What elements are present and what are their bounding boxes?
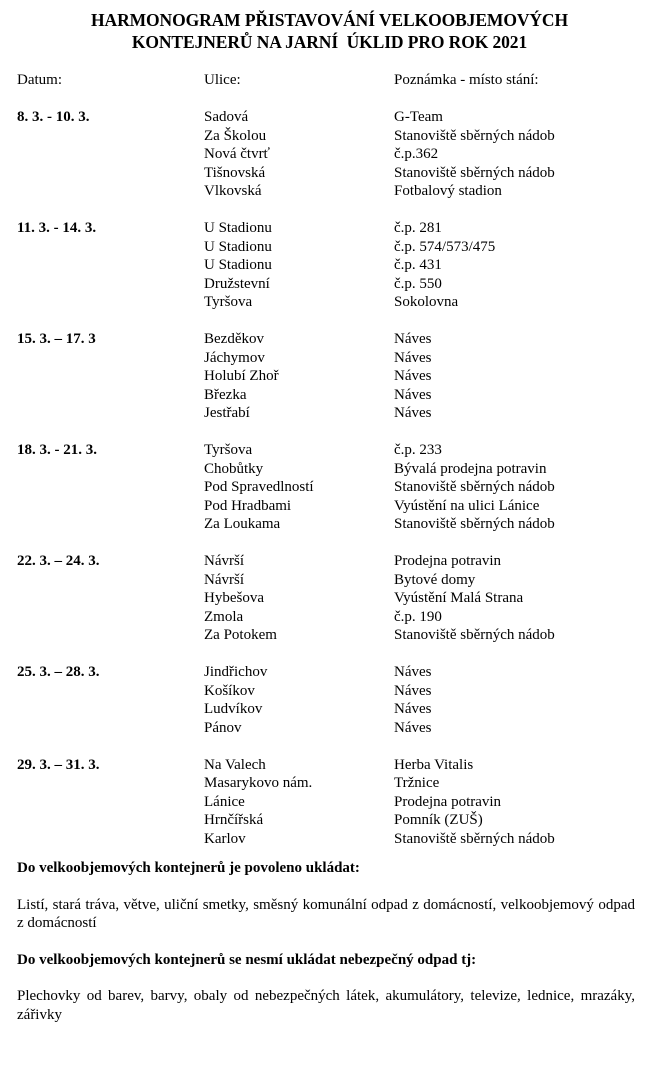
street-name: U Stadionu: [204, 257, 272, 273]
header-street: Ulice:: [204, 72, 241, 88]
street-name: Holubí Zhoř: [204, 368, 279, 384]
location-note: Sokolovna: [394, 294, 459, 310]
table-row: [0, 404, 659, 423]
street-name: Bezděkov: [204, 331, 264, 347]
location-note: Fotbalový stadion: [394, 183, 502, 199]
street-name: Za Potokem: [204, 627, 277, 643]
street-name: Masarykovo nám.: [204, 775, 313, 791]
street-name: Tyršova: [204, 294, 253, 310]
table-row: [0, 608, 659, 627]
table-row: [0, 441, 659, 460]
street-name: Košíkov: [204, 682, 255, 699]
street-name: U Stadionu: [204, 238, 272, 255]
header-note: Poznámka - místo stání:: [394, 72, 539, 88]
notes-section: [17, 859, 635, 1042]
location-note: Bývalá prodejna potravin: [394, 460, 547, 477]
location-note: Stanoviště sběrných nádob: [394, 830, 555, 847]
table-row: [0, 682, 659, 701]
location-note: Bytové domy: [394, 571, 476, 588]
table-row: [0, 349, 659, 368]
table-row: [0, 108, 659, 127]
date-range: 15. 3. – 17. 3: [17, 331, 96, 347]
date-range: 18. 3. - 21. 3.: [17, 442, 97, 458]
table-row: [0, 275, 659, 294]
location-note: č.p. 574/573/475: [394, 238, 496, 255]
allowed-heading: Do velkoobjemových kontejnerů je povoleno ukládat:: [17, 860, 360, 876]
table-row: [0, 386, 659, 405]
table-row: [0, 293, 659, 312]
location-note: č.p. 550: [394, 275, 442, 292]
street-name: Březka: [204, 386, 247, 403]
date-range: 11. 3. - 14. 3.: [17, 220, 97, 236]
schedule-group: [0, 219, 659, 312]
date-range: 22. 3. – 24. 3.: [17, 553, 100, 569]
street-name: Pod Hradbami: [204, 497, 292, 514]
street-name: Návrší: [204, 571, 244, 588]
title-line-2: KONTEJNERŮ NA JARNÍ ÚKLID PRO ROK 2021: [131, 32, 528, 52]
location-note: Náves: [394, 405, 432, 421]
date-range: 29. 3. – 31. 3.: [17, 756, 100, 773]
location-note: Pomník (ZUŠ): [394, 812, 483, 828]
street-name: Vlkovská: [204, 183, 262, 199]
street-name: Zmola: [204, 608, 244, 625]
location-note: Vyústění na ulici Lánice: [394, 497, 540, 514]
location-note: Náves: [394, 719, 432, 736]
table-row: [0, 497, 659, 516]
location-note: Herba Vitalis: [394, 756, 474, 773]
table-row: [0, 478, 659, 497]
table-row: [0, 219, 659, 238]
table-row: [0, 367, 659, 386]
location-note: č.p. 233: [394, 442, 442, 458]
location-note: Náves: [394, 701, 432, 717]
location-note: Stanoviště sběrných nádob: [394, 627, 555, 643]
table-row: [0, 811, 659, 830]
location-note: Stanoviště sběrných nádob: [394, 127, 555, 144]
street-name: Hrnčířská: [204, 812, 264, 828]
location-note: Tržnice: [394, 775, 440, 791]
location-note: Náves: [394, 368, 432, 384]
street-name: Nová čtvrť: [204, 146, 270, 162]
location-note: G-Team: [394, 109, 443, 125]
date-range: 8. 3. - 10. 3.: [17, 109, 90, 125]
table-row: [0, 793, 659, 812]
street-name: Tyršova: [204, 442, 253, 458]
location-note: Stanoviště sběrných nádob: [394, 516, 555, 532]
street-name: U Stadionu: [204, 220, 272, 236]
table-row: [0, 460, 659, 479]
location-note: Náves: [394, 386, 432, 403]
street-name: Návrší: [204, 553, 244, 569]
street-name: Za Školou: [204, 127, 267, 144]
table-row: [0, 589, 659, 608]
schedule-group: [0, 108, 659, 201]
table-row: [0, 756, 659, 775]
table-row: [0, 164, 659, 183]
table-row: [0, 127, 659, 146]
location-note: Stanoviště sběrných nádob: [394, 479, 555, 495]
location-note: Stanoviště sběrných nádob: [394, 164, 555, 181]
street-name: Jindřichov: [204, 664, 268, 680]
location-note: č.p.362: [394, 146, 439, 162]
location-note: Náves: [394, 664, 432, 680]
location-note: Náves: [394, 682, 432, 699]
schedule-group: [0, 441, 659, 534]
forbidden-text: Plechovky od barev, barvy, obaly od nebezpečných látek, akumulátory, televize, lednice, mrazáky, zářivky: [17, 988, 635, 1023]
schedule-group: [0, 330, 659, 423]
location-note: Náves: [394, 349, 432, 366]
table-row: [0, 830, 659, 849]
location-note: Náves: [394, 331, 432, 347]
location-note: Prodejna potravin: [394, 553, 502, 569]
schedule-table: [0, 108, 659, 867]
schedule-group: [0, 552, 659, 645]
street-name: Družstevní: [204, 275, 270, 292]
location-note: č.p. 281: [394, 220, 442, 236]
table-row: [0, 774, 659, 793]
street-name: Jestřabí: [204, 405, 250, 421]
street-name: Pánov: [204, 719, 242, 736]
schedule-group: [0, 663, 659, 737]
table-row: [0, 515, 659, 534]
table-row: [0, 571, 659, 590]
street-name: Na Valech: [204, 756, 266, 773]
table-row: [0, 238, 659, 257]
street-name: Pod Spravedlností: [204, 479, 314, 495]
street-name: Jáchymov: [204, 349, 265, 366]
location-note: č.p. 190: [394, 608, 442, 625]
allowed-text: Listí, stará tráva, větve, uliční smetky, směsný komunální odpad z domácností, velkoobjemový odpad z domácností: [17, 896, 635, 931]
street-name: Hybešova: [204, 590, 264, 606]
table-row: [0, 626, 659, 645]
header-date: Datum:: [17, 72, 62, 88]
location-note: Prodejna potravin: [394, 793, 502, 810]
location-note: Vyústění Malá Strana: [394, 590, 524, 606]
title-line-1: HARMONOGRAM PŘISTAVOVÁNÍ VELKOOBJEMOVÝCH: [91, 10, 568, 30]
table-row: [0, 330, 659, 349]
table-row: [0, 700, 659, 719]
date-range: 25. 3. – 28. 3.: [17, 664, 100, 680]
forbidden-heading: Do velkoobjemových kontejnerů se nesmí ukládat nebezpečný odpad tj:: [17, 951, 477, 968]
table-row: [0, 145, 659, 164]
street-name: Tišnovská: [204, 164, 266, 181]
location-note: č.p. 431: [394, 257, 442, 273]
table-row: [0, 256, 659, 275]
street-name: Za Loukama: [204, 516, 281, 532]
schedule-group: [0, 756, 659, 849]
street-name: Lánice: [204, 793, 245, 810]
street-name: Chobůtky: [204, 460, 264, 477]
street-name: Ludvíkov: [204, 701, 263, 717]
table-row: [0, 552, 659, 571]
table-row: [0, 663, 659, 682]
table-row: [0, 719, 659, 738]
street-name: Karlov: [204, 830, 246, 847]
street-name: Sadová: [204, 109, 249, 125]
table-row: [0, 182, 659, 201]
document-title: [0, 9, 659, 53]
